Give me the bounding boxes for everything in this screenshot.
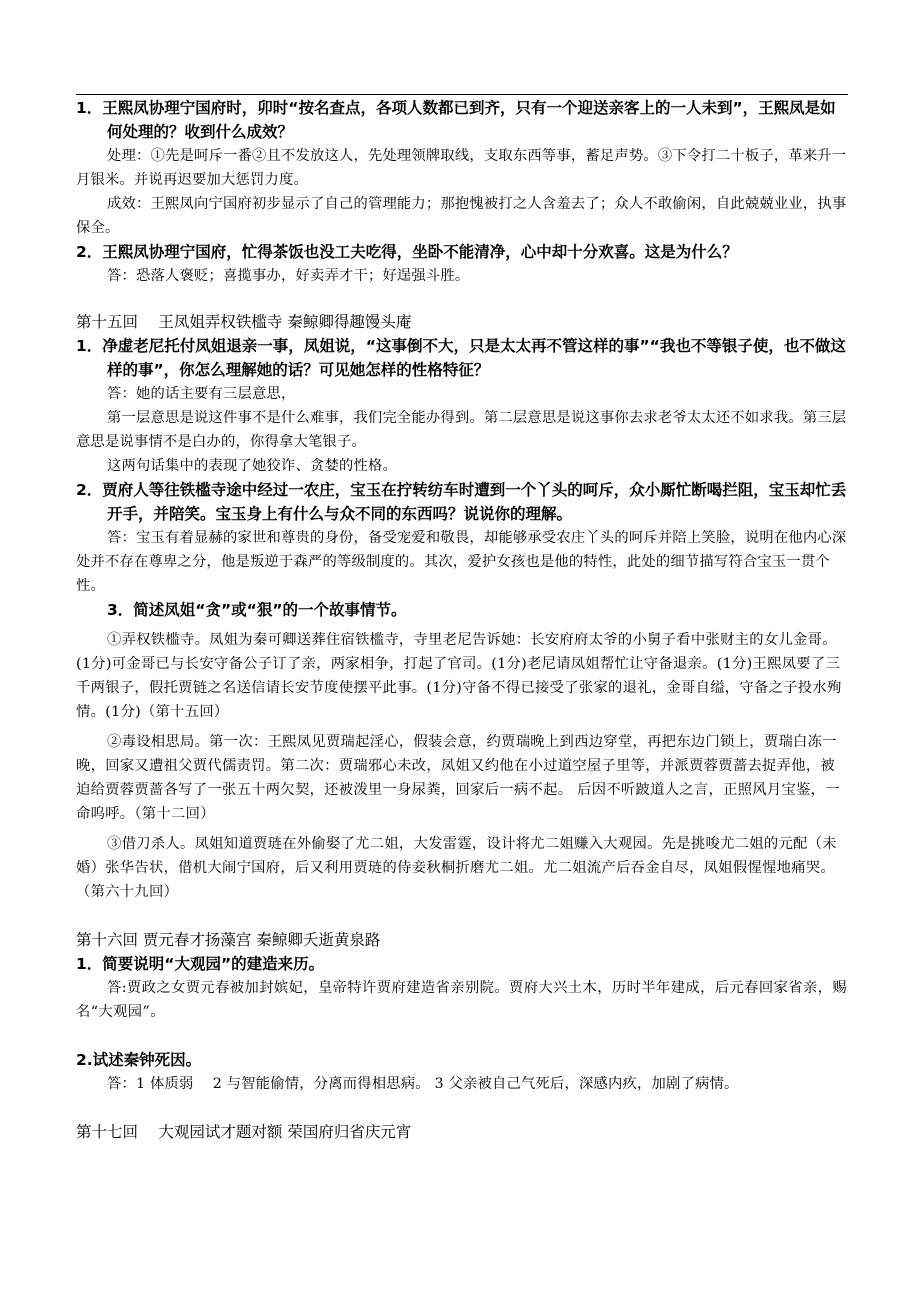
answer-16-2: 答：1 体质弱 2 与智能偷情，分离而得相思病。 3 父亲被自己气死后，深感内疚，加剧了病情。 bbox=[107, 1076, 739, 1092]
spacer bbox=[76, 1024, 848, 1048]
story-2: ②毒设相思局。第一次：王熙凤见贾瑞起淫心，假装会意，约贾瑞晚上到西边穿堂，再把东边门锁上，贾瑞白冻一晚，回家又遭祖父贾代儒责罚。第二次：贾瑞邪心未改，凤姐又约他在小过道空屋子里等，并派贾蓉贾蔷去捉弄他，被迫给贾蓉贾蔷各写了一张五十两欠契，还被泼里一身尿粪，回家后一病不起。 后因不听跛道人之言，正照风月宝鉴，一命呜呼。（第十二回） bbox=[76, 734, 840, 822]
question-15-1: 1．净虚老尼托付凤姐退亲一事，凤姐说，“这事倒不大，只是太太再不管这样的事”“我也不等银子使，也不做这样的事”，你怎么理解她的话？可见她怎样的性格特征？ bbox=[76, 337, 846, 379]
document-page bbox=[76, 94, 848, 1144]
chapter-15-title: 第十五回 王凤姐弄权铁槛寺 秦鲸卿得趣馒头庵 bbox=[76, 313, 412, 331]
question-15-3: 3．简述凤姐“贪”或“狠”的一个故事情节。 bbox=[107, 601, 407, 619]
story-3: ③借刀杀人。凤姐知道贾琏在外偷娶了尤二姐，大发雷霆，设计将尤二姐赚入大观园。先是挑唆尤二姐的元配（未婚）张华告状，借机大闹宁国府，后又利用贾琏的侍妾秋桐折磨尤二姐。尤二姐流产后吞金自尽，凤姐假惺惺地痛哭。（第六十九回） bbox=[76, 836, 837, 900]
answer-15-1-body: 第一层意思是说这件事不是什么难事，我们完全能办得到。第二层意思是说这事你去求老爷太太还不如求我。第三层意思是说事情不是白办的，你得拿大笔银子。 bbox=[76, 410, 847, 450]
question-16-2: 2.试述秦钟死因。 bbox=[76, 1051, 202, 1069]
answer-15-2: 答：宝玉有着显赫的家世和尊贵的身份，备受宠爱和敬畏，却能够承受农庄丫头的呵斥并陪上笑脸，说明在他内心深处并不存在尊卑之分，他是叛逆于森严的等级制度的。其次，爱护女孩也是他的特性，此处的细节描写符合宝玉一贯个性。 bbox=[76, 530, 847, 594]
answer-14-1-handle: 处理：①先是呵斥一番②且不发放这人，先处理领牌取线，支取东西等事，蓄足声势。③下令打二十板子，革来升一月银米。并说再迟要加大惩罚力度。 bbox=[76, 148, 847, 188]
question-14-2: 2．王熙凤协理宁国府，忙得茶饭也没工夫吃得，坐卧不能清净，心中却十分欢喜。这是为什么？ bbox=[76, 243, 738, 261]
story-1: ①弄权铁槛寺。凤姐为秦可卿送葬住宿铁槛寺，寺里老尼告诉她：长安府府太爷的小舅子看中张财主的女儿金哥。(1分)可金哥已与长安守备公子订了亲，两家相争，打起了官司。(1分)老尼请凤姐帮忙让守备退亲。(1分)王熙凤要了三千两银子，假托贾链之名送信请长安节度使摆平此事。(1分)守备不得已接受了张家的退礼，金哥自缢，守备之子投水殉情。(1分)（第十五回） bbox=[76, 632, 842, 720]
answer-15-1-summary: 这两句话集中的表现了她狡诈、贪婪的性格。 bbox=[107, 458, 397, 474]
spacer bbox=[76, 288, 848, 310]
answer-14-2: 答：恐落人褒贬；喜揽事办，好卖弄才干；好逞强斗胜。 bbox=[107, 268, 470, 284]
chapter-16-title: 第十六回 贾元春才扬藻宫 秦鲸卿夭逝黄泉路 bbox=[76, 931, 381, 949]
spacer bbox=[76, 904, 848, 928]
answer-15-1-intro: 答：她的话主要有三层意思， bbox=[107, 386, 296, 402]
question-16-1: 1．简要说明“大观园”的建造来历。 bbox=[76, 955, 325, 973]
spacer bbox=[76, 1096, 848, 1120]
answer-14-1-effect: 成效：王熙凤向宁国府初步显示了自己的管理能力；那抱愧被打之人含羞去了；众人不敢偷闲，自此兢兢业业，执事保全。 bbox=[76, 196, 847, 236]
question-14-1: 1．王熙凤协理宁国府时，卯时“按名查点，各项人数都已到齐，只有一个迎送亲客上的一人未到”，王熙凤是如何处理的？收到什么成效？ bbox=[76, 99, 836, 141]
chapter-17-title: 第十七回 大观园试才题对额 荣国府归省庆元宵 bbox=[76, 1123, 412, 1141]
question-15-2: 2．贾府人等往铁槛寺途中经过一农庄，宝玉在拧转纺车时遭到一个丫头的呵斥，众小厮忙断喝拦阻，宝玉却忙丢开手，并陪笑。宝玉身上有什么与众不同的东西吗？说说你的理解。 bbox=[76, 481, 847, 523]
answer-16-1: 答:贾政之女贾元春被加封嫔妃，皇帝特许贾府建造省亲别院。贾府大兴土木，历时半年建成，后元春回家省亲，赐名“大观园”。 bbox=[76, 980, 848, 1020]
